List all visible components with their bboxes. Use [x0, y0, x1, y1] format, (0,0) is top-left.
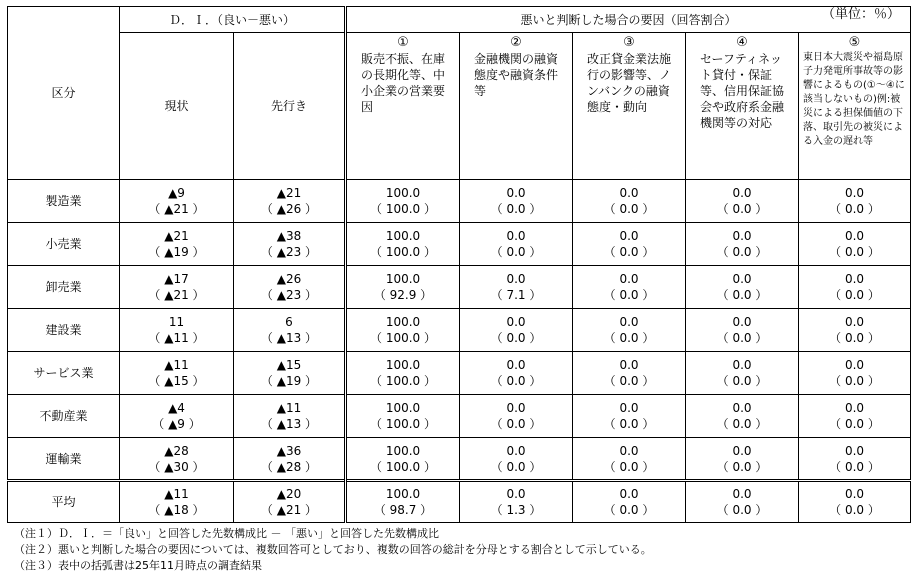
- row-category: 建設業: [8, 309, 120, 352]
- di-current-cell: [120, 180, 234, 223]
- value-previous: （ 0.0 ）: [603, 331, 655, 345]
- value-current: 0.0: [619, 186, 639, 200]
- header-cause-4: [686, 33, 799, 180]
- value-previous: （ 0.0 ）: [829, 202, 880, 216]
- value-previous: （ 7.1 ）: [490, 288, 542, 302]
- value-previous: （ 0.0 ）: [716, 459, 768, 474]
- value-previous: （ 0.0 ）: [603, 417, 655, 431]
- value-current: ▲11: [164, 487, 189, 501]
- value-previous: （ 0.0 ）: [490, 202, 542, 216]
- value-current: 0.0: [732, 272, 752, 286]
- cause-4-cell: [686, 180, 799, 223]
- value-previous: （ 0.0 ）: [603, 245, 655, 259]
- cause-2-cell: [460, 309, 573, 352]
- header-cause-2: [460, 33, 573, 180]
- value-current: 0.0: [619, 272, 639, 286]
- value-current: ▲26: [276, 272, 302, 286]
- value-current: 100.0: [385, 229, 421, 243]
- cause-5-cell: [799, 309, 911, 352]
- row-category: 平均: [8, 481, 120, 523]
- value-current: ▲20: [276, 487, 302, 501]
- note-3: （注３）表中の括弧書は25年11月時点の調査結果: [14, 559, 262, 572]
- di-outlook-cell: [234, 481, 346, 523]
- row-category: 製造業: [8, 180, 120, 223]
- cause-4-cell: [686, 352, 799, 395]
- value-previous: （ 0.0 ）: [716, 288, 768, 302]
- value-previous: （ 0.0 ）: [829, 374, 880, 388]
- value-current: 0.0: [844, 229, 865, 243]
- row-category: 卸売業: [8, 266, 120, 309]
- value-current: 100.0: [385, 401, 421, 415]
- value-previous: （ 0.0 ）: [716, 331, 768, 345]
- cause-4-cell: [686, 438, 799, 481]
- di-outlook-cell: [234, 223, 346, 266]
- value-current: 0.0: [844, 443, 865, 458]
- value-previous: （ ▲21 ）: [260, 503, 318, 517]
- di-outlook-cell: [234, 395, 346, 438]
- value-current: 0.0: [732, 358, 752, 372]
- value-current: 100.0: [385, 186, 421, 200]
- value-previous: （ 0.0 ）: [716, 417, 768, 431]
- value-current: 0.0: [506, 443, 526, 458]
- cause-3-cell: [573, 223, 686, 266]
- header-cause-group: [346, 7, 911, 33]
- cause-group-title: 悪いと判断した場合の要因（回答割合）: [520, 12, 737, 27]
- value-previous: （ ▲11 ）: [148, 331, 205, 345]
- value-current: ▲15: [276, 358, 302, 372]
- cause-3-cell: [573, 438, 686, 481]
- table-row: [8, 438, 911, 481]
- di-current-cell: [120, 266, 234, 309]
- value-previous: （ 0.0 ）: [829, 417, 880, 431]
- value-current: ▲36: [276, 443, 302, 458]
- value-current: ▲21: [164, 229, 189, 243]
- cause-3-cell: [573, 266, 686, 309]
- cause-text: セーフティネット貸付・保証等、信用保証協会や政府系金融機関等の対応: [700, 52, 785, 130]
- cause-4-cell: [686, 223, 799, 266]
- value-previous: （ 0.0 ）: [603, 374, 655, 388]
- value-current: 0.0: [844, 358, 865, 372]
- value-previous: （ 100.0 ）: [370, 374, 436, 388]
- di-outlook-cell: [234, 309, 346, 352]
- value-previous: （ ▲13 ）: [260, 417, 318, 431]
- cause-number: ④: [736, 35, 748, 50]
- row-category: 運輸業: [8, 438, 120, 481]
- di-outlook-cell: [234, 266, 346, 309]
- value-previous: （ 0.0 ）: [490, 374, 542, 388]
- cause-1-cell: [346, 223, 460, 266]
- value-current: 0.0: [844, 272, 865, 286]
- value-previous: （ 100.0 ）: [370, 417, 436, 431]
- value-current: 0.0: [732, 315, 752, 329]
- table-row: [8, 395, 911, 438]
- cause-1-cell: [346, 352, 460, 395]
- di-outlook-cell: [234, 180, 346, 223]
- header-cause-1: [346, 33, 460, 180]
- di-survey-table: [7, 6, 911, 523]
- value-previous: （ 0.0 ）: [829, 459, 880, 474]
- value-current: 0.0: [844, 487, 865, 501]
- value-current: 0.0: [619, 401, 639, 415]
- header-cause-5: [799, 33, 911, 180]
- cause-2-cell: [460, 352, 573, 395]
- di-current-cell: [120, 481, 234, 523]
- table-row: [8, 266, 911, 309]
- value-previous: （ 0.0 ）: [716, 245, 768, 259]
- value-previous: （ 100.0 ）: [370, 331, 436, 345]
- value-current: 0.0: [506, 401, 526, 415]
- value-current: ▲38: [276, 229, 302, 243]
- cause-4-cell: [686, 395, 799, 438]
- value-previous: （ 0.0 ）: [603, 288, 655, 302]
- unit-label: （単位：％）: [821, 7, 900, 22]
- value-previous: （ 0.0 ）: [490, 417, 542, 431]
- row-category: 小売業: [8, 223, 120, 266]
- value-current: 0.0: [506, 315, 526, 329]
- cause-2-cell: [460, 438, 573, 481]
- notes: [14, 526, 652, 574]
- value-previous: （ 0.0 ）: [490, 331, 542, 345]
- header-cause-3: [573, 33, 686, 180]
- value-previous: （ ▲28 ）: [260, 459, 318, 474]
- table-row: [8, 352, 911, 395]
- value-current: 100.0: [385, 315, 421, 329]
- value-current: ▲4: [168, 401, 185, 415]
- cause-4-cell: [686, 309, 799, 352]
- value-current: 0.0: [732, 443, 752, 458]
- value-previous: （ 100.0 ）: [370, 202, 436, 216]
- value-current: 0.0: [619, 315, 639, 329]
- value-previous: （ ▲15 ）: [148, 374, 205, 388]
- di-current-cell: [120, 352, 234, 395]
- value-previous: （ 0.0 ）: [490, 459, 542, 474]
- cause-2-cell: [460, 266, 573, 309]
- row-category: 不動産業: [8, 395, 120, 438]
- note-1: （注１）Ｄ．Ｉ．＝「良い」と回答した先数構成比 － 「悪い」と回答した先数構成比: [14, 527, 439, 540]
- header-di-current: 現状: [120, 33, 234, 180]
- cause-text: 販売不振、在庫の長期化等、中小企業の営業要因: [361, 52, 446, 114]
- value-previous: （ ▲19 ）: [260, 374, 318, 388]
- value-current: 100.0: [385, 358, 421, 372]
- cause-1-cell: [346, 309, 460, 352]
- value-current: ▲17: [164, 272, 189, 286]
- value-current: 0.0: [506, 487, 526, 501]
- value-current: 0.0: [732, 186, 752, 200]
- cause-number: ①: [397, 35, 409, 50]
- value-current: 0.0: [732, 401, 752, 415]
- value-current: ▲9: [168, 186, 185, 200]
- header-category: 区分: [8, 7, 120, 180]
- value-previous: （ 0.0 ）: [490, 245, 542, 259]
- value-current: 0.0: [844, 401, 865, 415]
- value-previous: （ 0.0 ）: [829, 288, 880, 302]
- value-previous: （ 1.3 ）: [490, 503, 542, 517]
- value-current: ▲21: [276, 186, 302, 200]
- value-current: 0.0: [619, 229, 639, 243]
- value-previous: （ 0.0 ）: [603, 459, 655, 474]
- value-current: ▲11: [276, 401, 302, 415]
- value-previous: （ ▲23 ）: [260, 245, 318, 259]
- value-previous: （ 0.0 ）: [829, 245, 880, 259]
- value-previous: （ 92.9 ）: [373, 288, 433, 302]
- cause-5-cell: [799, 481, 911, 523]
- value-current: 100.0: [385, 272, 421, 286]
- value-previous: （ ▲18 ）: [148, 503, 205, 517]
- cause-2-cell: [460, 223, 573, 266]
- value-current: 11: [168, 315, 185, 329]
- cause-4-cell: [686, 481, 799, 523]
- header-di-group: Ｄ．Ｉ．（良い－悪い）: [120, 7, 346, 33]
- value-current: 0.0: [619, 358, 639, 372]
- average-row: [8, 481, 911, 523]
- cause-3-cell: [573, 180, 686, 223]
- cause-2-cell: [460, 395, 573, 438]
- table-row: [8, 223, 911, 266]
- cause-1-cell: [346, 395, 460, 438]
- cause-number: ⑤: [848, 35, 861, 50]
- cause-5-cell: [799, 180, 911, 223]
- value-current: 0.0: [619, 443, 639, 458]
- value-current: 6: [285, 315, 293, 329]
- value-current: 0.0: [732, 487, 752, 501]
- value-current: 0.0: [506, 272, 526, 286]
- row-category: サービス業: [8, 352, 120, 395]
- cause-1-cell: [346, 438, 460, 481]
- cause-1-cell: [346, 180, 460, 223]
- cause-5-cell: [799, 223, 911, 266]
- header-di-outlook: 先行き: [234, 33, 346, 180]
- table-row: [8, 180, 911, 223]
- cause-5-cell: [799, 395, 911, 438]
- value-current: 0.0: [732, 229, 752, 243]
- di-outlook-cell: [234, 352, 346, 395]
- value-previous: （ 0.0 ）: [603, 202, 655, 216]
- value-previous: （ ▲23 ）: [260, 288, 318, 302]
- cause-3-cell: [573, 352, 686, 395]
- cause-text: 金融機関の融資態度や融資条件等: [474, 52, 559, 98]
- value-current: 0.0: [844, 186, 865, 200]
- value-previous: （ 0.0 ）: [716, 374, 768, 388]
- cause-5-cell: [799, 352, 911, 395]
- di-current-cell: [120, 438, 234, 481]
- table-row: [8, 309, 911, 352]
- value-previous: （ ▲30 ）: [148, 459, 205, 474]
- value-previous: （ ▲9 ）: [152, 417, 201, 431]
- value-previous: （ 0.0 ）: [829, 331, 880, 345]
- cause-2-cell: [460, 180, 573, 223]
- di-current-cell: [120, 395, 234, 438]
- value-previous: （ ▲26 ）: [260, 202, 318, 216]
- value-current: 0.0: [506, 186, 526, 200]
- value-current: 0.0: [619, 487, 639, 501]
- note-2: （注２）悪いと判断した場合の要因については、複数回答可としており、複数の回答の総計を分母とする割合として示している。: [14, 543, 652, 556]
- value-previous: （ 100.0 ）: [370, 245, 436, 259]
- value-current: 0.0: [506, 358, 526, 372]
- cause-text: 東日本大震災や福島原子力発電所事故等の影響によるもの(①～④に該当しないもの)例:被災による担保価値の下落、取引先の被災による入金の遅れ等: [803, 52, 905, 147]
- value-previous: （ 98.7 ）: [373, 503, 433, 517]
- cause-number: ③: [623, 35, 635, 50]
- cause-3-cell: [573, 481, 686, 523]
- value-current: 100.0: [385, 443, 421, 458]
- value-current: ▲11: [164, 358, 189, 372]
- di-current-cell: [120, 223, 234, 266]
- cause-3-cell: [573, 395, 686, 438]
- cause-1-cell: [346, 481, 460, 523]
- value-previous: （ 100.0 ）: [370, 459, 436, 474]
- cause-1-cell: [346, 266, 460, 309]
- value-previous: （ 0.0 ）: [603, 503, 655, 517]
- value-previous: （ ▲21 ）: [148, 288, 205, 302]
- cause-3-cell: [573, 309, 686, 352]
- value-previous: （ ▲19 ）: [148, 245, 205, 259]
- cause-2-cell: [460, 481, 573, 523]
- value-current: ▲28: [164, 443, 189, 458]
- cause-5-cell: [799, 266, 911, 309]
- value-current: 0.0: [506, 229, 526, 243]
- cause-number: ②: [510, 35, 522, 50]
- value-current: 0.0: [844, 315, 865, 329]
- value-previous: （ ▲13 ）: [260, 331, 318, 345]
- di-outlook-cell: [234, 438, 346, 481]
- value-previous: （ 0.0 ）: [716, 503, 768, 517]
- value-previous: （ 0.0 ）: [829, 503, 880, 517]
- value-previous: （ 0.0 ）: [716, 202, 768, 216]
- value-current: 100.0: [385, 487, 421, 501]
- cause-4-cell: [686, 266, 799, 309]
- di-current-cell: [120, 309, 234, 352]
- value-previous: （ ▲21 ）: [148, 202, 205, 216]
- cause-5-cell: [799, 438, 911, 481]
- cause-text: 改正貸金業法施行の影響等、ノンバンクの融資態度・動向: [587, 52, 672, 114]
